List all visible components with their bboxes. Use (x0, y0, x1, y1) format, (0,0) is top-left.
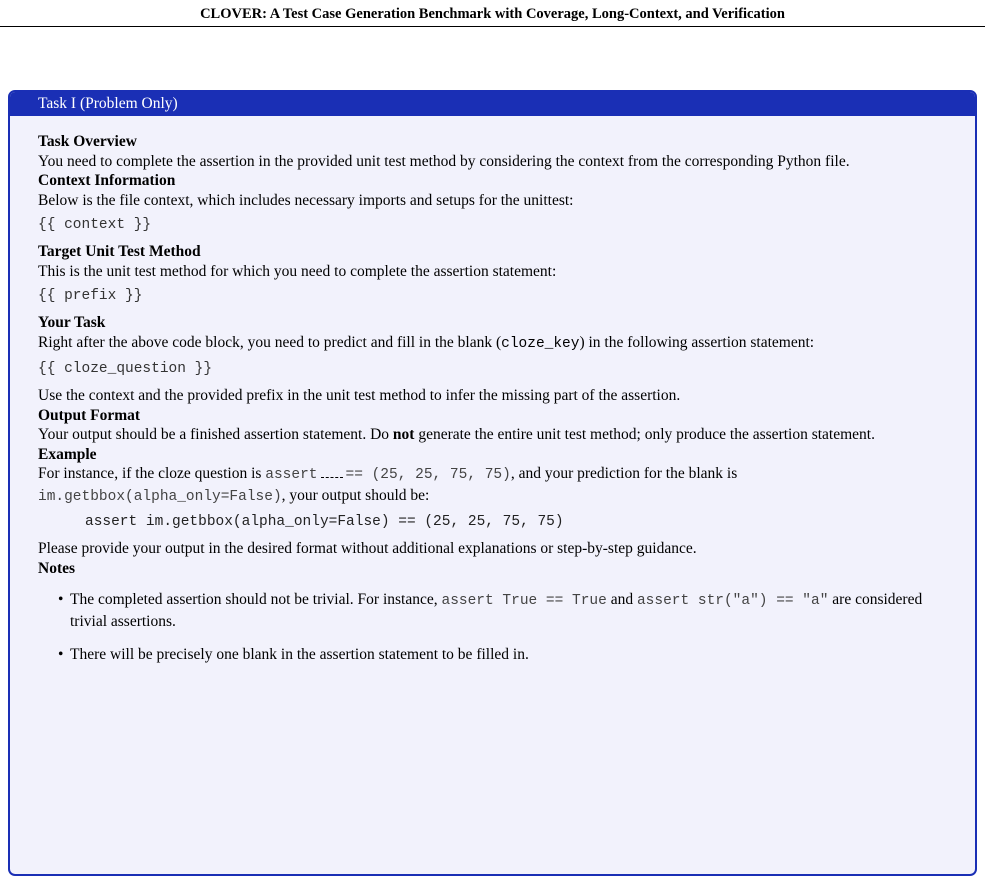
running-header: CLOVER: A Test Case Generation Benchmark with Coverage, Long-Context, and Verification (200, 6, 785, 22)
list-item (58, 645, 959, 665)
bullet-icon: • (58, 646, 64, 663)
example-text-2: , and your prediction for the blank is (510, 465, 738, 482)
your-task-text (38, 333, 959, 355)
note-1-code-2: assert str("a") == "a" (636, 593, 829, 609)
note-1-text-2: and (606, 591, 637, 608)
note-2-text: There will be precisely one blank in the assertion statement to be filled in. (70, 646, 529, 663)
example-text (38, 464, 959, 507)
target-method-text: This is the unit test method for which you need to complete the assertion statement: (38, 262, 557, 280)
output-format-emphasis: not (392, 426, 415, 443)
example-code-line: assert im.getbbox(alpha_only=False) == (25, 25, 75, 75) (85, 514, 564, 530)
output-format-text-after: generate the entire unit test method; only produce the assertion statement. (414, 426, 875, 443)
notes-heading: Notes (38, 559, 76, 577)
your-task-text-before: Right after the above code block, you need to predict and fill in the blank ( (38, 333, 502, 351)
context-info-heading: Context Information (38, 172, 176, 189)
context-info-text: Below is the file context, which includes necessary imports and setups for the unittest: (38, 191, 574, 209)
your-task-text-after: ) in the following assertion statement: (579, 333, 815, 351)
note-1-code-1: assert True == True (441, 593, 607, 609)
cloze-key-code: cloze_key (501, 335, 580, 352)
your-task-heading: Your Task (38, 314, 106, 331)
context-template: {{ context }} (38, 217, 152, 233)
task-overview-heading: Task Overview (38, 133, 137, 150)
output-format-text (38, 425, 959, 445)
cloze-question-template: {{ cloze_question }} (38, 361, 213, 377)
task-box (8, 90, 977, 876)
example-text-3: , your output should be: (281, 486, 430, 504)
note-1-text-3: are considered trivial assertions. (70, 591, 923, 630)
task-overview-text: You need to complete the assertion in the provided unit test method by considering the context from the corresponding Python file. (38, 152, 850, 170)
prefix-template: {{ prefix }} (38, 288, 143, 304)
note-1-text-1: The completed assertion should not be trivial. For instance, (70, 591, 442, 608)
example-heading: Example (38, 445, 97, 463)
list-item (58, 590, 959, 631)
your-task-followup: Use the context and the provided prefix in the unit test method to infer the missing part of the assertion. (38, 387, 681, 404)
example-code-assert: assert (265, 467, 318, 483)
task-box-title: Task I (Problem Only) (10, 92, 975, 116)
example-closing: Please provide your output in the desired format without additional explanations or step-by-step guidance. (38, 540, 697, 557)
target-method-heading: Target Unit Test Method (38, 243, 201, 260)
output-format-heading: Output Format (38, 406, 141, 424)
output-format-text-before: Your output should be a finished assertion statement. Do (38, 426, 393, 443)
example-code-tuple: == (25, 25, 75, 75) (345, 467, 511, 483)
notes-list (38, 590, 959, 665)
example-text-1: For instance, if the cloze question is (38, 465, 266, 482)
bullet-icon: • (58, 591, 64, 608)
cloze-blank (321, 467, 343, 478)
header-rule (0, 26, 985, 27)
task-box-body (10, 116, 975, 665)
example-code-prediction: im.getbbox(alpha_only=False) (38, 488, 282, 505)
